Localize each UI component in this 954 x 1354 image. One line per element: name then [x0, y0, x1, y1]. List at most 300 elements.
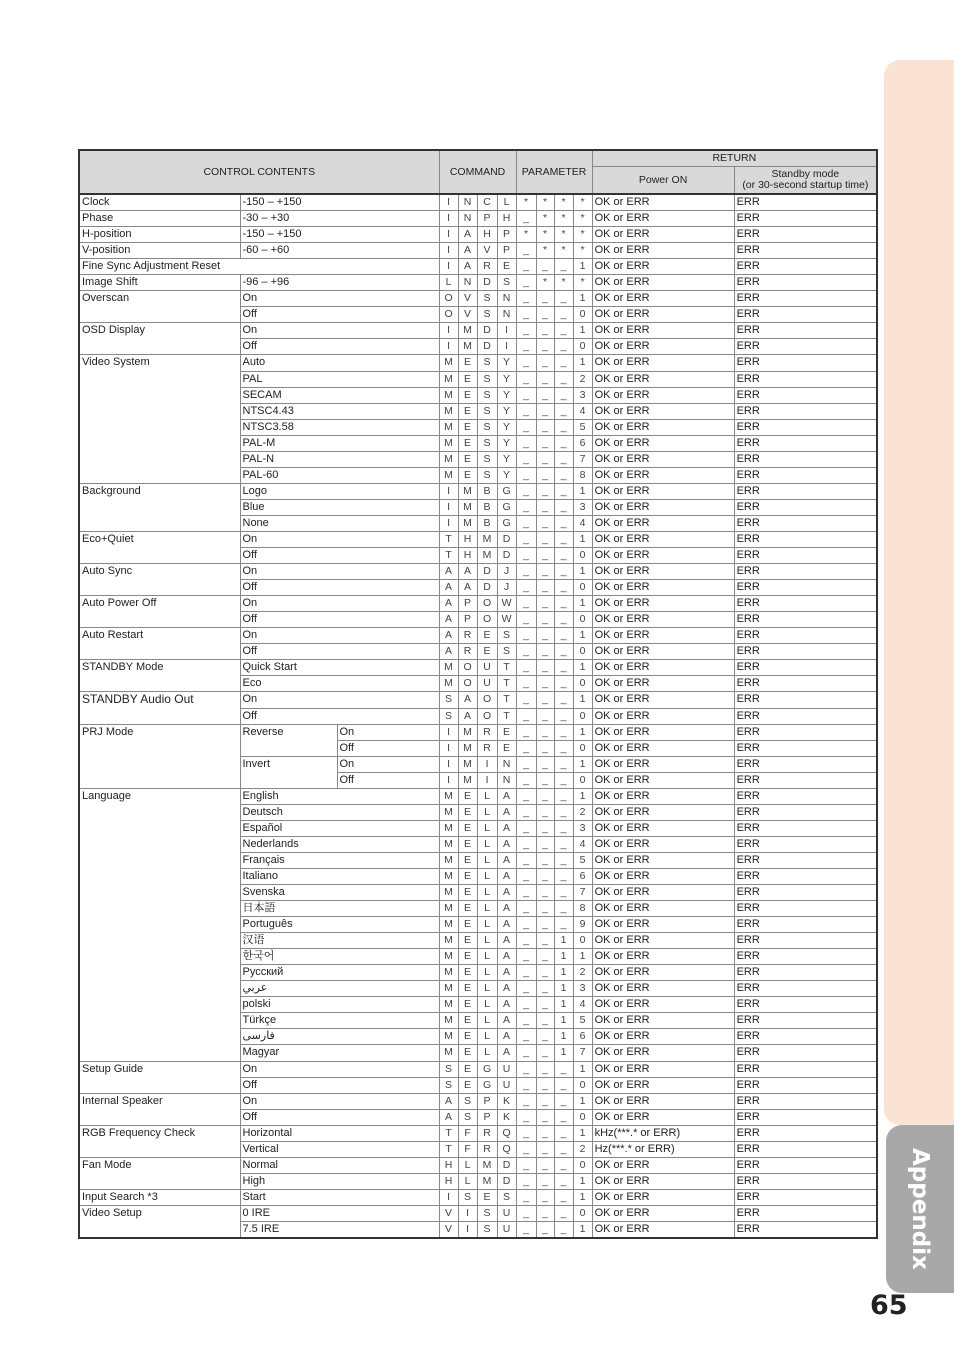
return-power-on: OK or ERR	[592, 628, 734, 644]
parameter-char: _	[536, 259, 554, 275]
return-power-on: OK or ERR	[592, 756, 734, 772]
control-name: Auto Power Off	[79, 596, 240, 628]
return-standby: ERR	[734, 483, 877, 499]
parameter-char: 7	[573, 885, 592, 901]
command-char: L	[477, 901, 497, 917]
parameter-char: _	[516, 804, 536, 820]
command-char: L	[477, 933, 497, 949]
command-char: L	[477, 788, 497, 804]
control-name: Auto Sync	[79, 564, 240, 596]
control-name: Overscan	[79, 291, 240, 323]
parameter-char: _	[554, 708, 573, 724]
return-standby: ERR	[734, 804, 877, 820]
setting-value: -30 – +30	[240, 211, 439, 227]
command-char: S	[477, 419, 497, 435]
control-name: Fine Sync Adjustment Reset	[79, 259, 439, 275]
return-power-on: OK or ERR	[592, 548, 734, 564]
return-standby: ERR	[734, 596, 877, 612]
parameter-char: _	[516, 419, 536, 435]
return-standby: ERR	[734, 1093, 877, 1109]
command-char: S	[477, 1222, 497, 1239]
table-row	[79, 692, 877, 708]
command-char: A	[497, 836, 516, 852]
command-char: M	[458, 515, 477, 531]
setting-value: On	[240, 596, 439, 612]
command-char: S	[439, 1077, 458, 1093]
return-standby: ERR	[734, 1125, 877, 1141]
return-standby: ERR	[734, 965, 877, 981]
table-row	[79, 243, 877, 259]
parameter-char: _	[516, 901, 536, 917]
parameter-char: _	[516, 724, 536, 740]
return-power-on: OK or ERR	[592, 275, 734, 291]
command-char: E	[458, 885, 477, 901]
command-char: G	[477, 1061, 497, 1077]
command-char: R	[477, 1125, 497, 1141]
return-power-on: OK or ERR	[592, 1077, 734, 1093]
return-power-on: OK or ERR	[592, 708, 734, 724]
parameter-char: _	[554, 868, 573, 884]
parameter-char: _	[554, 531, 573, 547]
return-power-on: OK or ERR	[592, 580, 734, 596]
setting-value: SECAM	[240, 387, 439, 403]
return-power-on: OK or ERR	[592, 965, 734, 981]
parameter-char: _	[516, 933, 536, 949]
table-row	[79, 275, 877, 291]
return-standby: ERR	[734, 644, 877, 660]
table-row	[79, 211, 877, 227]
setting-value: Türkçe	[240, 1013, 439, 1029]
command-char: E	[458, 1029, 477, 1045]
parameter-char: _	[536, 981, 554, 997]
parameter-char: *	[516, 227, 536, 243]
command-char: A	[439, 1109, 458, 1125]
command-char: L	[477, 981, 497, 997]
parameter-char: 2	[573, 804, 592, 820]
command-char: T	[439, 1125, 458, 1141]
parameter-char: _	[536, 612, 554, 628]
parameter-char: _	[536, 885, 554, 901]
parameter-char: _	[516, 1222, 536, 1239]
command-char: R	[477, 1141, 497, 1157]
return-power-on: OK or ERR	[592, 531, 734, 547]
parameter-char: 1	[573, 291, 592, 307]
command-char: S	[458, 1109, 477, 1125]
command-char: D	[477, 564, 497, 580]
parameter-char: _	[536, 1157, 554, 1173]
command-char: E	[458, 917, 477, 933]
return-standby: ERR	[734, 1157, 877, 1173]
command-char: E	[458, 949, 477, 965]
command-char: M	[458, 740, 477, 756]
parameter-char: _	[516, 1013, 536, 1029]
return-standby: ERR	[734, 580, 877, 596]
return-standby: ERR	[734, 339, 877, 355]
parameter-char: _	[536, 1125, 554, 1141]
parameter-char: _	[554, 1077, 573, 1093]
setting-value: 7.5 IRE	[240, 1222, 439, 1239]
header-standby-line1: Standby mode	[771, 168, 840, 180]
table-row	[79, 1093, 877, 1109]
command-char: I	[439, 243, 458, 259]
command-char: E	[497, 259, 516, 275]
command-char: I	[439, 724, 458, 740]
command-char: R	[477, 740, 497, 756]
parameter-char: _	[516, 708, 536, 724]
return-standby: ERR	[734, 259, 877, 275]
command-char: E	[458, 467, 477, 483]
parameter-char: _	[536, 692, 554, 708]
parameter-char: 4	[573, 836, 592, 852]
setting-value: 한국어	[240, 949, 439, 965]
return-power-on: OK or ERR	[592, 885, 734, 901]
parameter-char: _	[516, 852, 536, 868]
return-power-on: OK or ERR	[592, 644, 734, 660]
return-standby: ERR	[734, 467, 877, 483]
setting-value: On	[240, 628, 439, 644]
parameter-char: 3	[573, 499, 592, 515]
return-standby: ERR	[734, 515, 877, 531]
command-char: B	[477, 499, 497, 515]
command-char: A	[497, 997, 516, 1013]
command-char: E	[458, 1013, 477, 1029]
setting-value: Logo	[240, 483, 439, 499]
command-char: E	[458, 836, 477, 852]
command-char: S	[477, 291, 497, 307]
parameter-char: _	[536, 515, 554, 531]
setting-value: Normal	[240, 1157, 439, 1173]
return-power-on: OK or ERR	[592, 387, 734, 403]
command-char: A	[439, 628, 458, 644]
command-char: E	[497, 724, 516, 740]
setting-value: High	[240, 1173, 439, 1189]
parameter-char: _	[536, 628, 554, 644]
control-name: STANDBY Mode	[79, 660, 240, 692]
parameter-char: 0	[573, 548, 592, 564]
parameter-char: _	[516, 451, 536, 467]
setting-value: Off	[240, 307, 439, 323]
return-standby: ERR	[734, 885, 877, 901]
command-char: I	[439, 194, 458, 211]
command-char: E	[458, 1061, 477, 1077]
parameter-char: _	[554, 612, 573, 628]
page-number: 65	[870, 1290, 908, 1321]
control-name: Clock	[79, 194, 240, 211]
command-char: I	[497, 323, 516, 339]
table-row	[79, 1157, 877, 1173]
return-standby: ERR	[734, 531, 877, 547]
return-standby: ERR	[734, 740, 877, 756]
return-power-on: Hz(***.* or ERR)	[592, 1141, 734, 1157]
command-char: C	[477, 194, 497, 211]
setting-value: On	[240, 692, 439, 708]
command-char: V	[439, 1222, 458, 1239]
parameter-char: 1	[554, 1013, 573, 1029]
parameter-char: 1	[573, 596, 592, 612]
return-standby: ERR	[734, 371, 877, 387]
command-char: A	[497, 1045, 516, 1061]
setting-value: Nederlands	[240, 836, 439, 852]
parameter-char: _	[516, 756, 536, 772]
parameter-char: _	[536, 788, 554, 804]
command-char: S	[497, 1189, 516, 1205]
command-char: E	[458, 868, 477, 884]
command-char: Y	[497, 371, 516, 387]
command-char: E	[458, 804, 477, 820]
parameter-char: 0	[573, 644, 592, 660]
setting-value: -96 – +96	[240, 275, 439, 291]
parameter-char: _	[516, 740, 536, 756]
parameter-char: 0	[573, 1205, 592, 1221]
return-standby: ERR	[734, 788, 877, 804]
parameter-char: _	[516, 628, 536, 644]
parameter-char: 0	[573, 1109, 592, 1125]
return-standby: ERR	[734, 227, 877, 243]
table-row	[79, 788, 877, 804]
parameter-char: _	[516, 997, 536, 1013]
command-char: K	[497, 1109, 516, 1125]
header-parameter: PARAMETER	[516, 150, 592, 194]
parameter-char: _	[554, 644, 573, 660]
setting-value: Off	[240, 644, 439, 660]
command-char: S	[439, 1061, 458, 1077]
command-char: M	[477, 1157, 497, 1173]
parameter-char: _	[516, 307, 536, 323]
command-char: J	[497, 564, 516, 580]
command-char: M	[477, 1173, 497, 1189]
return-standby: ERR	[734, 917, 877, 933]
command-char: M	[439, 355, 458, 371]
parameter-char: 1	[573, 531, 592, 547]
command-char: D	[477, 580, 497, 596]
setting-value: Auto	[240, 355, 439, 371]
setting-value: Horizontal	[240, 1125, 439, 1141]
parameter-char: _	[536, 451, 554, 467]
header-control-contents: CONTROL CONTENTS	[79, 150, 439, 194]
return-power-on: OK or ERR	[592, 997, 734, 1013]
return-power-on: OK or ERR	[592, 1029, 734, 1045]
parameter-char: _	[536, 339, 554, 355]
return-power-on: OK or ERR	[592, 804, 734, 820]
setting-value: Start	[240, 1189, 439, 1205]
command-char: E	[458, 387, 477, 403]
setting-value: Français	[240, 852, 439, 868]
command-char: A	[497, 949, 516, 965]
command-char: M	[439, 451, 458, 467]
command-char: U	[497, 1061, 516, 1077]
command-char: H	[477, 227, 497, 243]
parameter-char: _	[516, 483, 536, 499]
parameter-char: _	[536, 1077, 554, 1093]
parameter-char: _	[536, 724, 554, 740]
return-standby: ERR	[734, 612, 877, 628]
return-power-on: OK or ERR	[592, 227, 734, 243]
table-row	[79, 1125, 877, 1141]
command-char: U	[477, 676, 497, 692]
parameter-char: _	[516, 1141, 536, 1157]
table-row	[79, 628, 877, 644]
parameter-char: _	[516, 1189, 536, 1205]
command-char: L	[477, 997, 497, 1013]
command-char: L	[477, 949, 497, 965]
setting-value: None	[240, 515, 439, 531]
table-row	[79, 660, 877, 676]
return-power-on: OK or ERR	[592, 981, 734, 997]
return-power-on: OK or ERR	[592, 307, 734, 323]
return-standby: ERR	[734, 243, 877, 259]
parameter-char: _	[536, 1029, 554, 1045]
parameter-char: 1	[554, 1045, 573, 1061]
command-char: I	[439, 515, 458, 531]
return-power-on: OK or ERR	[592, 676, 734, 692]
table-row	[79, 564, 877, 580]
parameter-char: _	[554, 724, 573, 740]
command-char: H	[439, 1157, 458, 1173]
command-char: A	[439, 612, 458, 628]
parameter-char: *	[516, 194, 536, 211]
return-standby: ERR	[734, 323, 877, 339]
command-char: E	[458, 901, 477, 917]
return-standby: ERR	[734, 1109, 877, 1125]
command-char: M	[458, 339, 477, 355]
command-char: N	[458, 275, 477, 291]
command-char: M	[439, 1013, 458, 1029]
command-char: M	[439, 836, 458, 852]
parameter-char: _	[536, 371, 554, 387]
return-standby: ERR	[734, 548, 877, 564]
parameter-char: _	[554, 756, 573, 772]
parameter-char: _	[516, 531, 536, 547]
parameter-char: _	[536, 564, 554, 580]
parameter-char: _	[536, 1189, 554, 1205]
parameter-char: _	[554, 901, 573, 917]
command-char: T	[497, 676, 516, 692]
command-char: M	[439, 933, 458, 949]
return-power-on: OK or ERR	[592, 564, 734, 580]
command-char: I	[439, 339, 458, 355]
parameter-char: _	[516, 820, 536, 836]
return-standby: ERR	[734, 275, 877, 291]
command-char: I	[477, 772, 497, 788]
parameter-char: _	[516, 1077, 536, 1093]
return-power-on: OK or ERR	[592, 483, 734, 499]
command-char: L	[458, 1157, 477, 1173]
parameter-char: _	[554, 339, 573, 355]
command-char: N	[497, 291, 516, 307]
command-char: H	[458, 548, 477, 564]
parameter-char: _	[554, 499, 573, 515]
control-name: Fan Mode	[79, 1157, 240, 1189]
parameter-char: _	[536, 435, 554, 451]
return-power-on: OK or ERR	[592, 949, 734, 965]
command-char: U	[497, 1077, 516, 1093]
parameter-char: _	[536, 820, 554, 836]
command-char: L	[477, 804, 497, 820]
return-standby: ERR	[734, 355, 877, 371]
side-tab-decoration	[884, 60, 954, 1125]
parameter-char: _	[516, 339, 536, 355]
command-char: S	[497, 275, 516, 291]
parameter-char: 3	[573, 981, 592, 997]
return-power-on: OK or ERR	[592, 1045, 734, 1061]
command-char: Y	[497, 355, 516, 371]
parameter-char: 2	[573, 1141, 592, 1157]
command-char: A	[458, 227, 477, 243]
parameter-char: 5	[573, 852, 592, 868]
parameter-char: _	[536, 708, 554, 724]
parameter-char: _	[554, 628, 573, 644]
command-char: E	[458, 1045, 477, 1061]
parameter-char: _	[554, 1141, 573, 1157]
table-row	[79, 724, 877, 740]
return-power-on: OK or ERR	[592, 1061, 734, 1077]
parameter-char: _	[536, 467, 554, 483]
setting-value: -60 – +60	[240, 243, 439, 259]
parameter-char: 0	[573, 708, 592, 724]
command-char: O	[477, 708, 497, 724]
parameter-char: _	[554, 676, 573, 692]
parameter-char: _	[516, 836, 536, 852]
parameter-char: 3	[573, 387, 592, 403]
command-char: A	[497, 820, 516, 836]
parameter-char: _	[554, 355, 573, 371]
table-row	[79, 355, 877, 371]
parameter-char: _	[554, 259, 573, 275]
setting-value: فارسی	[240, 1029, 439, 1045]
parameter-char: *	[554, 275, 573, 291]
command-char: A	[497, 965, 516, 981]
command-char: S	[477, 467, 497, 483]
command-char: S	[477, 307, 497, 323]
return-standby: ERR	[734, 772, 877, 788]
parameter-char: 1	[573, 259, 592, 275]
parameter-char: 0	[573, 612, 592, 628]
return-standby: ERR	[734, 435, 877, 451]
parameter-char: *	[573, 194, 592, 211]
setting-value: NTSC4.43	[240, 403, 439, 419]
command-char: N	[458, 211, 477, 227]
command-char: P	[477, 1093, 497, 1109]
command-char: A	[497, 868, 516, 884]
parameter-char: _	[554, 692, 573, 708]
parameter-char: _	[554, 371, 573, 387]
command-char: T	[497, 660, 516, 676]
return-power-on: OK or ERR	[592, 612, 734, 628]
command-char: M	[439, 965, 458, 981]
parameter-char: *	[554, 211, 573, 227]
return-power-on: OK or ERR	[592, 403, 734, 419]
command-char: S	[439, 692, 458, 708]
parameter-char: 5	[573, 1013, 592, 1029]
parameter-char: _	[536, 1141, 554, 1157]
command-char: M	[439, 997, 458, 1013]
parameter-char: 4	[573, 403, 592, 419]
parameter-char: _	[536, 949, 554, 965]
command-char: D	[477, 339, 497, 355]
parameter-char: _	[516, 596, 536, 612]
parameter-char: _	[536, 483, 554, 499]
parameter-char: _	[536, 403, 554, 419]
return-power-on: OK or ERR	[592, 1013, 734, 1029]
return-standby: ERR	[734, 1222, 877, 1239]
command-char: M	[439, 852, 458, 868]
setting-value: -150 – +150	[240, 194, 439, 211]
return-standby: ERR	[734, 307, 877, 323]
parameter-char: _	[516, 644, 536, 660]
command-char: I	[497, 339, 516, 355]
parameter-char: _	[536, 804, 554, 820]
parameter-char: _	[536, 644, 554, 660]
